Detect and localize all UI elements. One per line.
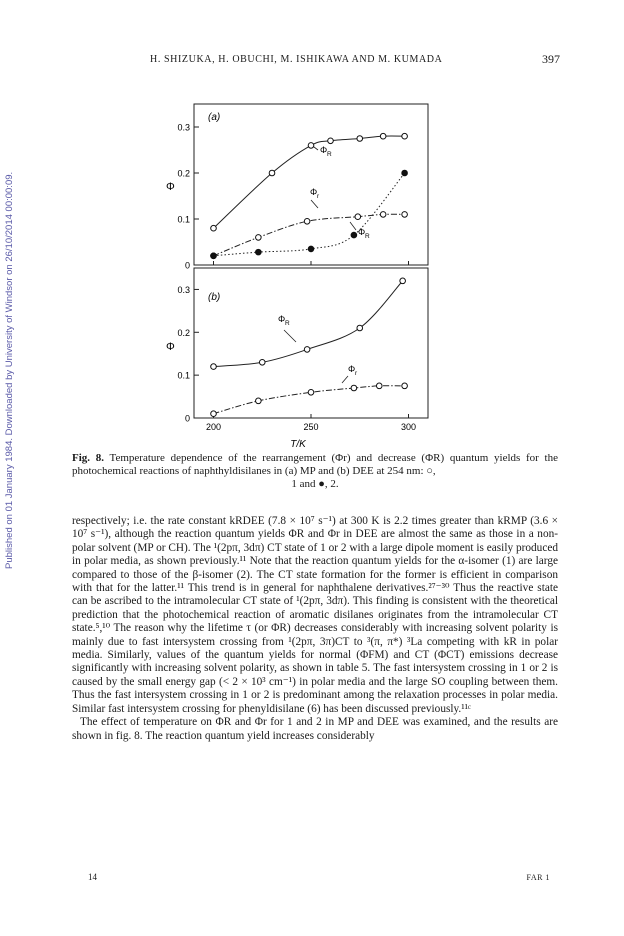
y-axis-label-a: Φ [166, 181, 175, 193]
y-tick-label: 0.1 [177, 214, 190, 225]
svg-text:Φ: Φ [358, 227, 366, 237]
x-tick-label: 200 [205, 422, 222, 432]
data-point [211, 411, 217, 417]
panel-a [194, 104, 428, 265]
series-line [214, 281, 403, 367]
y-tick-label: 0.2 [177, 327, 190, 338]
data-point [402, 212, 408, 218]
data-point [402, 133, 408, 139]
annotation-phi-R-b [278, 314, 296, 342]
footer-right: FAR 1 [526, 873, 550, 882]
data-point [402, 170, 408, 176]
data-point [269, 170, 275, 176]
data-point [308, 389, 314, 395]
figure-8 [148, 80, 448, 450]
y-tick-label: 0.3 [177, 122, 190, 133]
caption-line-2: 1 and ●, 2. [291, 478, 339, 490]
data-point [259, 359, 265, 365]
data-point [402, 383, 408, 389]
download-watermark: Published on 01 January 1984. Downloaded by University of Windsor on 26/10/2014 00:00:09. [4, 171, 15, 569]
svg-text:R: R [285, 320, 290, 327]
page-number: 397 [542, 52, 560, 66]
y-axis-label-b: Φ [166, 341, 175, 353]
svg-text:R: R [365, 233, 370, 240]
y-tick-label: 0.2 [177, 168, 190, 179]
y-tick-label: 0 [184, 413, 190, 424]
data-point [256, 249, 262, 255]
y-tick-label: 0.1 [177, 370, 190, 381]
data-point [355, 214, 361, 220]
svg-text:Φ: Φ [320, 145, 328, 155]
footer-left: 14 [88, 872, 97, 882]
y-tick-label: 0.3 [177, 284, 190, 295]
annotation-phi-r-a [310, 187, 320, 208]
figure-caption [72, 452, 558, 491]
caption-label: Fig. 8. [72, 452, 104, 464]
panel-a-label: (a) [208, 112, 221, 123]
caption-text: Temperature dependence of the rearrangement (Φr) and decrease (ΦR) quantum yields for the photochemical reactions of naphthyldisilanes in (a) MP and (b) DEE at 254 nm: ○, [72, 452, 558, 477]
y-tick-label: 0 [184, 260, 190, 271]
data-point [256, 398, 262, 404]
paragraph-1: respectively; i.e. the rate constant kRDEE (7.8 × 10⁷ s⁻¹) at 300 K is 2.2 times greater than kRMP (3.6 × 10⁷ s⁻¹), although the reaction quantum yields ΦR and Φr in DEE are almost the same as those in a non-polar solvent (MP or CH). The ¹(2pπ, 3dπ) CT state of 1 or 2 with a large dipole moment is easily produced in polar media, as shown previously.¹¹ Note that the reaction quantum yields for the α-isomer (1) are large compared to those of the β-isomer (2). The CT state formation for the former is efficient in comparison with that for the latter.¹¹ This trend is in general for naphthalene derivatives.²⁷⁻³⁰ Thus the reactive state can be ascribed to the intramolecular CT state of ¹(2pπ, 3dπ). This finding is consistent with the theoretical prediction that the photochemical reaction of aromatic disilanes originates from the intramolecular CT state.⁵,¹⁰ The reason why the lifetime τ (or ΦR) decreases considerably with increasing solvent polarity is mainly due to fast intersystem crossing from ¹(2pπ, 3π)CT to ³(π, π*) ³La competing with kR in polar media. Similarly, values of the quantum yields for normal (ΦFM) and CT (ΦCT) emissions decrease significantly with increasing solvent polarity, as shown in table 5. The fast intersystem crossing in 1 or 2 is caused by the small energy gap (< 2 × 10³ cm⁻¹) in polar media and the large SO coupling between them. Thus the fast intersystem crossing in 1 or 2 is predominant among the relaxation processes in polar media. Similar fast intersystem crossing for phenyldisilane (6) has been discussed previously.¹¹ᶜ [72, 515, 558, 715]
panel-a-frame [194, 104, 428, 265]
data-point [376, 383, 382, 389]
data-point [380, 212, 386, 218]
svg-text:r: r [355, 370, 358, 377]
panel-b-label: (b) [208, 292, 221, 303]
data-point [380, 133, 386, 139]
data-point [400, 278, 406, 284]
svg-text:Φ: Φ [310, 187, 318, 197]
svg-text:R: R [327, 151, 332, 158]
data-point [308, 246, 314, 252]
data-point [304, 347, 310, 353]
running-head: H. SHIZUKA, H. OBUCHI, M. ISHIKAWA AND M. KUMADA [150, 54, 443, 65]
svg-text:Φ: Φ [278, 314, 286, 324]
figure-8-plot [148, 80, 448, 450]
data-point [357, 136, 363, 142]
data-point [351, 232, 357, 238]
x-axis-label: T/K [290, 439, 306, 450]
data-point [308, 143, 314, 149]
annotation-phi-r-b [342, 364, 358, 383]
body-text [72, 515, 558, 743]
data-point [304, 219, 310, 225]
data-point [211, 253, 217, 259]
data-point [351, 385, 357, 391]
paragraph-2: The effect of temperature on ΦR and Φr for 1 and 2 in MP and DEE was examined, and the results are shown in fig. 8. The reaction quantum yield increases considerably [72, 716, 558, 742]
data-point [211, 225, 217, 231]
data-point [328, 138, 334, 144]
svg-text:Φ: Φ [348, 364, 356, 374]
data-point [357, 325, 363, 331]
svg-text:r: r [317, 193, 320, 200]
x-tick-label: 250 [303, 422, 319, 432]
data-point [256, 235, 262, 241]
series-line [214, 136, 405, 228]
x-tick-label: 300 [400, 422, 417, 432]
data-point [211, 364, 217, 370]
